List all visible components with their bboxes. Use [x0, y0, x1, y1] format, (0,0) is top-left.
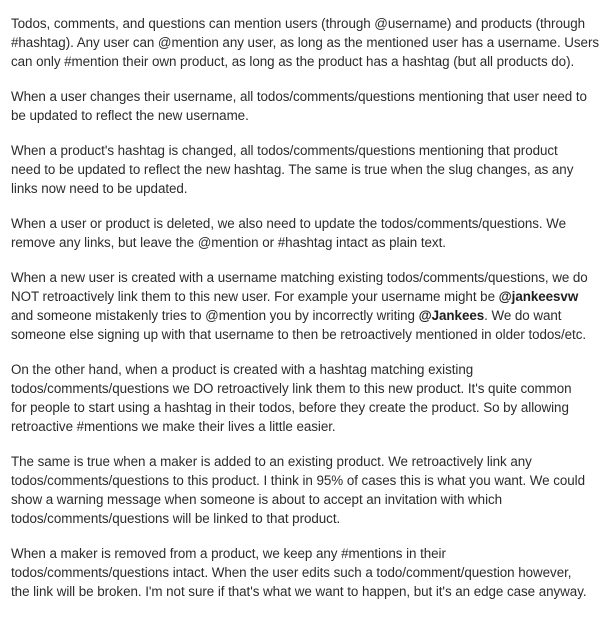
username-mention-bold: @Jankees: [418, 308, 485, 323]
text-line: can only #mention their own product, as long as the product has a hashtag (but all products do).: [11, 54, 575, 69]
text-line: When a maker is removed from a product, we keep any #mentions in their: [11, 546, 446, 561]
text-line: remove any links, but leave the @mention or #hashtag intact as plain text.: [11, 235, 446, 250]
username-mention-bold: @jankeesvw: [498, 289, 579, 304]
paragraph-maker-added: [11, 452, 597, 528]
text-line: todos/comments/questions intact. When the user edits such a todo/comment/question however,: [11, 565, 572, 580]
text-line: the link will be broken. I'm not sure if that's what we want to happen, but it's an edge case anyway.: [11, 584, 587, 599]
text-line: [11, 306, 597, 325]
text-line: [11, 287, 597, 306]
text-line: #hashtag). Any user can @mention any user, as long as the mentioned user has a username. Users: [11, 35, 599, 50]
text-line: todos/comments/questions will be linked to that product.: [11, 511, 341, 526]
text-line: be updated to reflect the new username.: [11, 108, 249, 123]
text-line: When a user or product is deleted, we also need to update the todos/comments/questions. We: [11, 216, 567, 231]
document-body: [11, 14, 597, 617]
text-line: When a user changes their username, all todos/comments/questions mentioning that user need to: [11, 89, 587, 104]
text-line: retroactive #mentions we make their lives a little easier.: [11, 419, 336, 434]
text-line: On the other hand, when a product is created with a hashtag matching existing: [11, 362, 474, 377]
text-line: todos/comments/questions to this product. I think in 95% of cases this is what you want. We could: [11, 473, 585, 488]
paragraph-new-user: [11, 268, 597, 344]
text-line: need to be updated to reflect the new hashtag. The same is true when the slug changes, as any: [11, 162, 574, 177]
text-line: links now need to be updated.: [11, 181, 188, 196]
text-line: someone else signing up with that username to then be retroactively mentioned in older todos/etc.: [11, 327, 587, 342]
paragraph-new-product: [11, 360, 597, 436]
text-line: for people to start using a hashtag in their todos, before they create the product. So by allowing: [11, 400, 569, 415]
paragraph-maker-removed: [11, 544, 597, 601]
text-line: When a new user is created with a username matching existing todos/comments/questions, we do: [11, 270, 588, 285]
text-line: The same is true when a maker is added to an existing product. We retroactively link any: [11, 454, 532, 469]
text-line: When a product's hashtag is changed, all todos/comments/questions mentioning that product: [11, 143, 558, 158]
paragraph-username-change: [11, 87, 597, 125]
text-line: show a warning message when someone is about to accept an invitation with which: [11, 492, 503, 507]
text-segment: and someone mistakenly tries to @mention you by incorrectly writing: [11, 308, 419, 323]
paragraph-hashtag-change: [11, 141, 597, 198]
text-segment: NOT retroactively link them to this new user. For example your username might be: [11, 289, 499, 304]
text-line: Todos, comments, and questions can mention users (through @username) and products (through: [11, 16, 586, 31]
paragraph-deletion: [11, 214, 597, 252]
text-segment: . We do want: [484, 308, 562, 323]
text-line: todos/comments/questions we DO retroactively link them to this new product. It's quite common: [11, 381, 572, 396]
paragraph-mentions-overview: [11, 14, 597, 71]
